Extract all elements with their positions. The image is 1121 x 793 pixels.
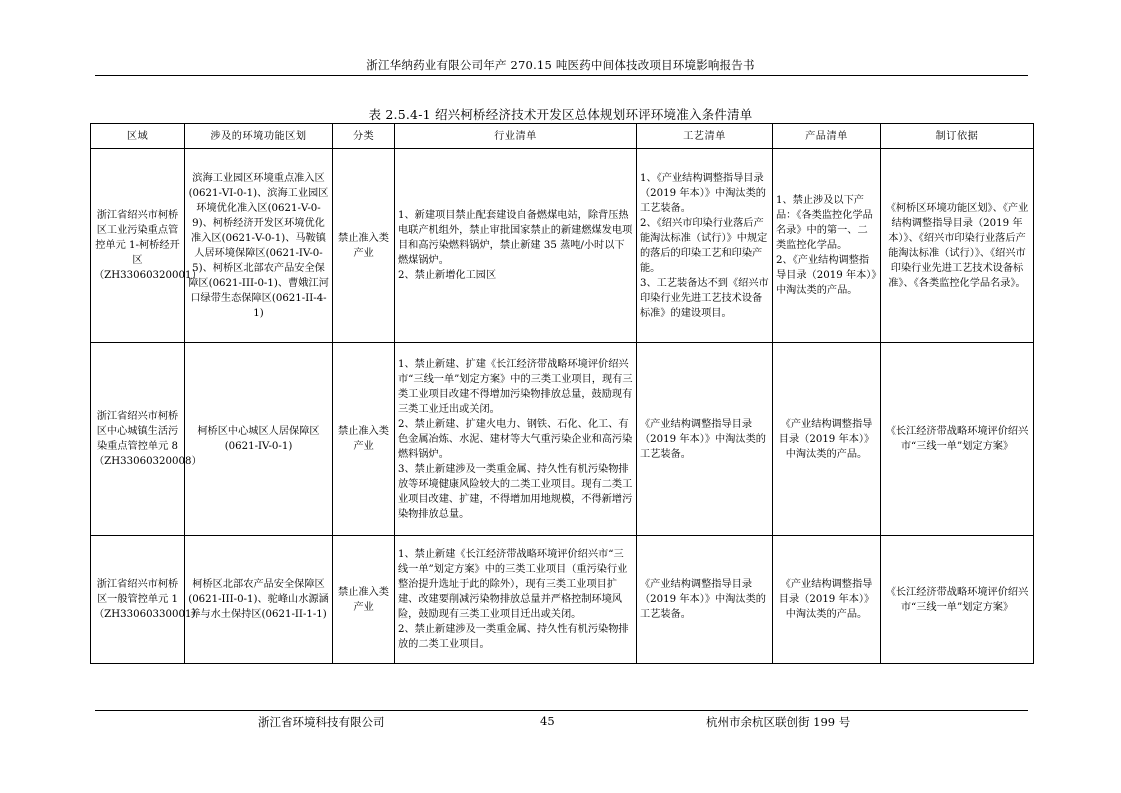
column-header-category: 分类 (333, 124, 395, 149)
table-caption: 表 2.5.4-1 绍兴柯桥经济技术开发区总体规划环评环境准入条件清单 (368, 107, 753, 122)
region-cell: 浙江省绍兴市柯桥区工业污染重点管控单元 1-柯桥经开区（ZH33060320001） (91, 149, 185, 343)
process-item: 3、工艺装备达不到《绍兴市印染行业先进工艺技术设备标准》的建设项目。 (640, 277, 769, 319)
product-cell: 《产业结构调整指导目录（2019 年本）》中淘汰类的产品。 (773, 536, 881, 664)
footer-company: 浙江省环境科技有限公司 (258, 715, 385, 729)
column-header-product: 产品清单 (773, 124, 881, 149)
process-item: 2、《绍兴市印染行业落后产能淘汰标准（试行）》中规定的落后的印染工艺和印染产能。 (640, 217, 768, 274)
footer-rule (95, 710, 1028, 711)
column-header-industry: 行业清单 (395, 124, 637, 149)
basis-cell: 《长江经济带战略环境评价绍兴市“三线一单”划定方案》 (881, 343, 1034, 536)
industry-item: 1、新建项目禁止配套建设自备燃煤电站，除背压热电联产机组外，禁止审批国家禁止的新建燃煤发电项目和高污染燃料锅炉，禁止新建 35 蒸吨/小时以下燃煤锅炉。 (398, 210, 633, 266)
product-cell (773, 149, 881, 343)
page-number: 45 (540, 714, 555, 728)
industry-item: 1、禁止新建、扩建《长江经济带战略环境评价绍兴市“三线一单”划定方案》中的三类工业项目，现有三类工业项目改建不得增加污染物排放总量，鼓励现有三类工业迁出或关闭。 (398, 358, 633, 415)
column-header-region: 区域 (91, 124, 185, 149)
basis-cell: 《长江经济带战略环境评价绍兴市“三线一单”划定方案》 (881, 536, 1034, 664)
product-cell: 《产业结构调整指导目录（2019 年本）》中淘汰类的产品。 (773, 343, 881, 536)
industry-cell (395, 343, 637, 536)
zones-cell: 柯桥区北部农产品安全保障区(0621-III-0-1)、驼峰山水源涵养与水土保持区(0621-II-1-1) (185, 536, 333, 664)
industry-cell (395, 149, 637, 343)
zones-cell: 滨海工业园区环境重点准入区(0621-VI-0-1)、滨海工业园区环境优化准入区(0621-V-0-9)、柯桥经济开发区环境优化准入区(0621-V-0-1)、马鞍镇人居环境保障区(0621-IV-0-5)、柯桥区北部农产品安全保障区(0621-III-0-1)、曹娥江河口绿带生态保障区(0621-II-4-1) (185, 149, 333, 343)
industry-item: 3、禁止新建涉及一类重金属、持久性有机污染物排放等环境健康风险较大的二类工业项目。现有二类工业项目改建、扩建，不得增加用地规模，不得新增污染物排放总量。 (398, 463, 633, 520)
header-rule (95, 75, 1028, 76)
product-item: 2、《产业结构调整指导目录（2019 年本）》中淘汰类的产品。 (776, 255, 877, 296)
document-header: 浙江华纳药业有限公司年产 270.15 吨医药中间体技改项目环境影响报告书 (366, 58, 755, 72)
category-cell: 禁止准入类产业 (333, 536, 395, 664)
table-row (91, 343, 1034, 536)
industry-item: 2、禁止新建、扩建火电力、钢铁、石化、化工、有色金属冶炼、水泥、建材等大气重污染企业和高污染燃料锅炉。 (398, 418, 633, 460)
industry-cell (395, 536, 637, 664)
zones-cell: 柯桥区中心城区人居保障区(0621-IV-0-1) (185, 343, 333, 536)
region-cell: 浙江省绍兴市柯桥区一般管控单元 1（ZH33060330001） (91, 536, 185, 664)
process-cell: 《产业结构调整指导目录（2019 年本）》中淘汰类的工艺装备。 (637, 343, 773, 536)
industry-item: 2、禁止新建涉及一类重金属、持久性有机污染物排放的二类工业项目。 (398, 624, 629, 650)
product-item: 1、禁止涉及以下产品：《各类监控化学品名录》中的第一、二类监控化学品。 (776, 195, 873, 251)
basis-cell: 《柯桥区环境功能区划》、《产业结构调整指导目录（2019 年本）》、《绍兴市印染行业落后产能淘汰标准（试行）》、《绍兴市印染行业先进工艺技术设备标准》、《各类监控化学品名录》。 (881, 149, 1034, 343)
process-item: 1、《产业结构调整指导目录（2019 年本）》中淘汰类的工艺装备。 (640, 172, 766, 214)
column-header-zones: 涉及的环境功能区划 (185, 124, 333, 149)
industry-item: 1、禁止新建《长江经济带战略环境评价绍兴市“三线一单”划定方案》中的三类工业项目（重污染行业整治提升选址于此的除外），现有三类工业项目扩建、改建要削减污染物排放总量并严格控制环境风险，鼓励现有三类工业项目迁出或关闭。 (398, 549, 628, 620)
category-cell: 禁止准入类产业 (333, 343, 395, 536)
column-header-process: 工艺清单 (637, 124, 773, 149)
process-cell (637, 149, 773, 343)
table-header-row (91, 124, 1034, 149)
footer-address: 杭州市余杭区联创街 199 号 (706, 715, 851, 729)
environment-access-table (90, 123, 1034, 664)
table-row (91, 536, 1034, 664)
category-cell: 禁止准入类产业 (333, 149, 395, 343)
table-row (91, 149, 1034, 343)
process-cell: 《产业结构调整指导目录（2019 年本）》中淘汰类的工艺装备。 (637, 536, 773, 664)
column-header-basis: 制订依据 (881, 124, 1034, 149)
region-cell: 浙江省绍兴市柯桥区中心城镇生活污染重点管控单元 8（ZH33060320008） (91, 343, 185, 536)
industry-item: 2、禁止新增化工园区 (398, 270, 497, 281)
